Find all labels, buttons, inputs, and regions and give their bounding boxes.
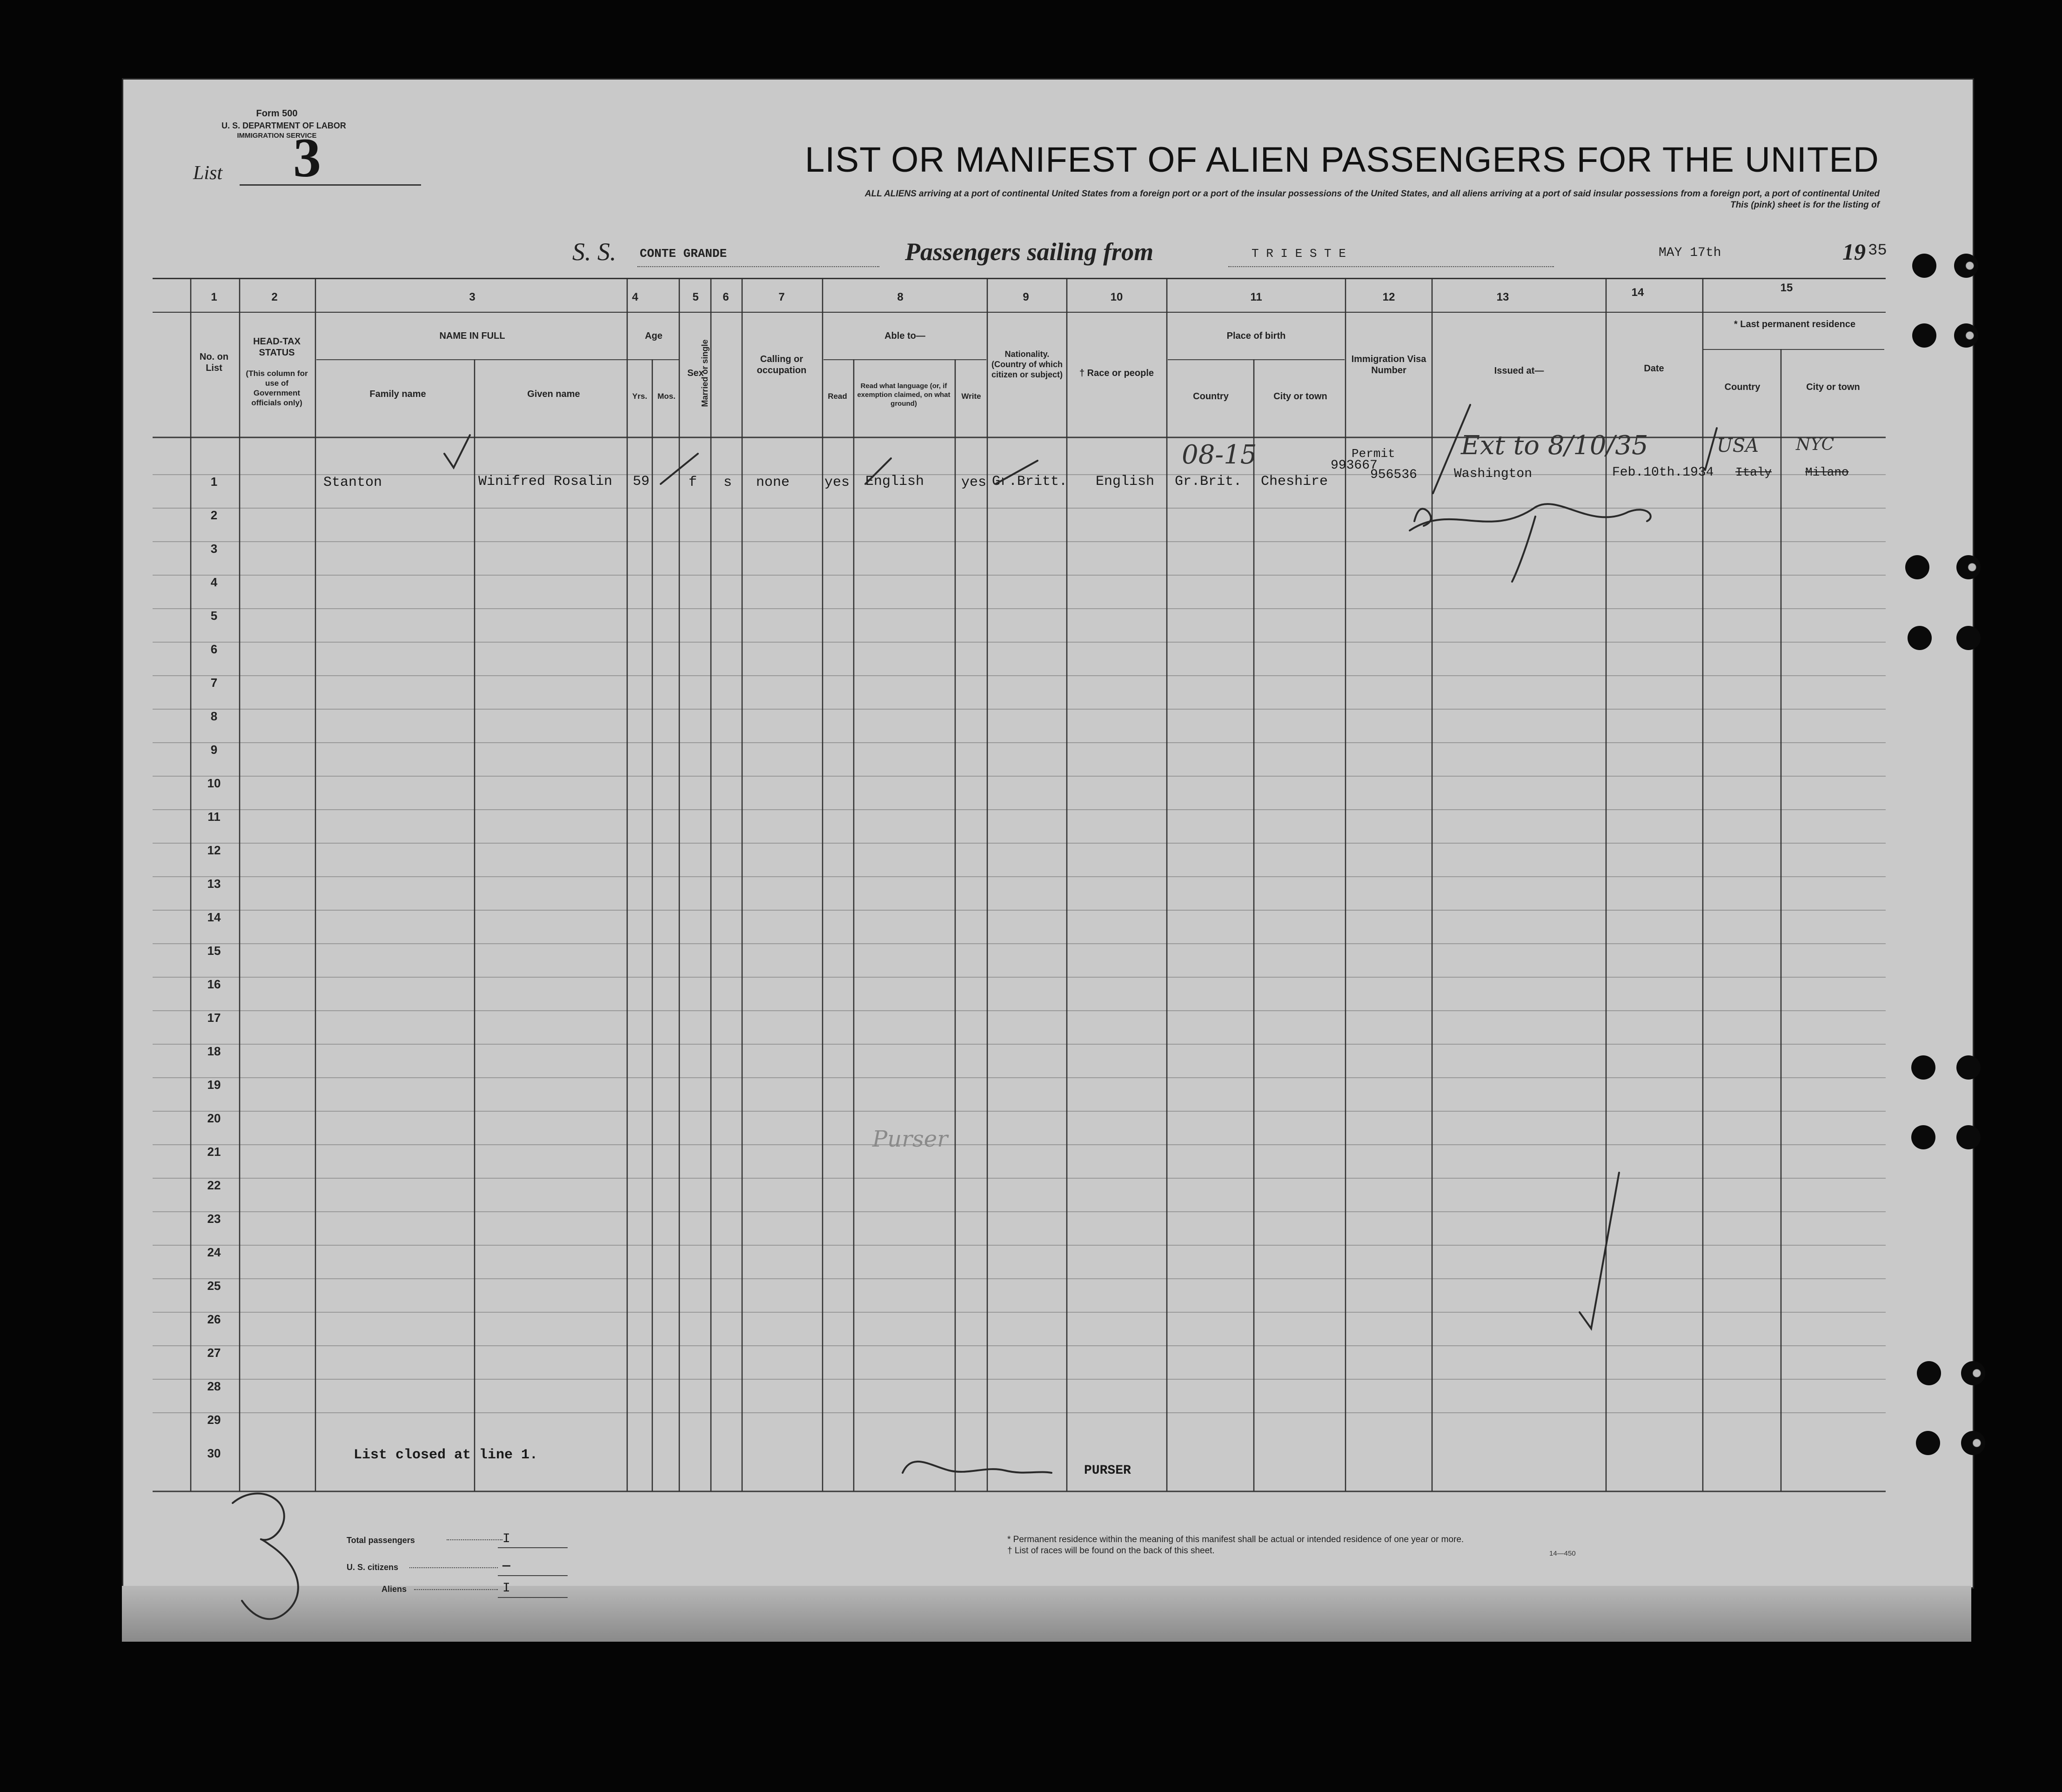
col-lr-city: City or town (1806, 382, 1860, 392)
entry-birth-country: Gr.Brit. (1175, 474, 1242, 490)
row-number: 26 (207, 1312, 221, 1326)
row-number: 1 (210, 475, 218, 489)
ship-name: CONTE GRANDE (640, 247, 727, 261)
lr-city-annotation: NYC (1796, 435, 1834, 454)
entry-visa-label: Permit (1352, 447, 1395, 461)
row-number: 29 (207, 1413, 221, 1427)
row-number: 4 (210, 575, 218, 589)
col-lr-country: Country (1724, 382, 1761, 392)
list-closed-note: List closed at line 1. (354, 1447, 538, 1463)
colnum-4: 4 (632, 291, 638, 303)
page-title: LIST OR MANIFEST OF ALIEN PASSENGERS FOR THE UNITED (805, 140, 1879, 180)
col-married: Married or single (700, 339, 710, 407)
punch-hole (1917, 1361, 1941, 1385)
col-birth-country: Country (1193, 391, 1229, 402)
col-name-in-full: NAME IN FULL (439, 331, 505, 341)
entry-race: English (1096, 474, 1155, 490)
colnum-15: 15 (1780, 282, 1793, 294)
form-number: Form 500 (256, 108, 298, 119)
row-number: 19 (207, 1078, 221, 1092)
row-number: 25 (207, 1279, 221, 1293)
service: IMMIGRATION SERVICE (237, 132, 317, 140)
entry-lr-country: Italy (1735, 465, 1772, 479)
entry-family-name: Stanton (323, 475, 382, 490)
row-number: 23 (207, 1212, 221, 1226)
footnote-residence: * Permanent residence within the meaning of this manifest shall be actual or intended residence of one year or more. (1007, 1535, 1464, 1544)
row-number: 28 (207, 1379, 221, 1393)
col-able-to: Able to— (884, 331, 925, 341)
entry-birth-city: Cheshire (1261, 474, 1328, 490)
col-given-name: Given name (527, 389, 580, 399)
punch-hole (1961, 1361, 1985, 1385)
row-number: 13 (207, 877, 221, 891)
us-citizens-label: U. S. citizens (347, 1563, 399, 1572)
aliens-rule (498, 1597, 568, 1598)
col-mos: Mos. (657, 392, 676, 401)
nationality-slash (996, 461, 1038, 484)
entry-issued-at: Washington (1454, 467, 1533, 481)
issued-annotation: Ext to 8/10/35 (1461, 430, 1648, 461)
entry-read: yes (824, 475, 850, 490)
colnum-13: 13 (1496, 291, 1509, 303)
row-number: 15 (207, 944, 221, 958)
department: U. S. DEPARTMENT OF LABOR (221, 121, 346, 130)
entry-lr-city: Milano (1805, 465, 1849, 479)
col-read: Read (828, 392, 847, 401)
colnum-12: 12 (1382, 291, 1395, 303)
punch-hole (1911, 1125, 1935, 1149)
citizens-dots (409, 1567, 498, 1568)
row-number: 12 (207, 843, 221, 857)
row-number: 6 (210, 642, 218, 656)
punch-hole (1956, 1055, 1981, 1080)
footnote-races: † List of races will be found on the back of this sheet. (1007, 1546, 1215, 1556)
row-number: 16 (207, 977, 221, 991)
row-number: 3 (210, 542, 218, 556)
total-dots (447, 1539, 502, 1540)
entry-write: yes (961, 475, 987, 490)
row-number: 14 (207, 910, 221, 924)
row-number: 27 (207, 1346, 221, 1360)
row-number: 21 (207, 1145, 221, 1159)
sailing-label: Passengers sailing from (905, 238, 1154, 266)
large-checkmark (1580, 1173, 1619, 1329)
list-number: 3 (293, 127, 321, 188)
col-last-residence: * Last permanent residence (1734, 319, 1856, 329)
colnum-3: 3 (469, 291, 475, 303)
row-number: 7 (210, 676, 218, 690)
col-calling: Calling or occupation (757, 354, 807, 376)
colnum-8: 8 (897, 291, 904, 303)
row-number: 9 (210, 743, 218, 757)
col-date: Date (1644, 363, 1664, 374)
punch-hole (1912, 323, 1936, 348)
visa-slash (1433, 405, 1470, 493)
entry-given-name: Winifred Rosalin (478, 474, 613, 490)
colnum-14: 14 (1631, 286, 1644, 299)
total-rule (498, 1547, 568, 1548)
colnum-6: 6 (723, 291, 729, 303)
colnum-9: 9 (1023, 291, 1029, 303)
row-number: 30 (207, 1446, 221, 1460)
total-passengers-value: I (502, 1532, 510, 1546)
col-head-tax: HEAD-TAX STATUS (253, 336, 301, 358)
colnum-11: 11 (1250, 291, 1262, 303)
year-suffix: 35 (1868, 242, 1887, 260)
col-write: Write (961, 392, 981, 401)
lr-country-annotation: USA (1717, 435, 1759, 456)
language-slash (865, 458, 891, 484)
age-slash (661, 454, 698, 484)
colnum-2: 2 (271, 291, 278, 303)
entry-visa-number: 993667 (1331, 458, 1378, 473)
col-no-on-list: No. on List (199, 352, 229, 373)
lr-slash (1705, 428, 1717, 470)
row-number: 8 (210, 709, 218, 723)
punch-hole (1905, 555, 1929, 579)
row-number: 22 (207, 1178, 221, 1192)
col-nationality: Nationality. (Country of which citizen or subject) (991, 349, 1063, 379)
punch-hole (1911, 1055, 1935, 1080)
list-label: List (193, 162, 223, 184)
entry-age-yrs: 59 (633, 474, 650, 490)
departure-port: T R I E S T E (1252, 247, 1346, 261)
col-race: † Race or people (1079, 368, 1154, 378)
col-birth-city: City or town (1273, 391, 1327, 402)
punch-hole (1916, 1431, 1940, 1455)
row-number: 5 (210, 609, 218, 623)
entry-occupation: none (756, 475, 790, 490)
punch-hole (1912, 254, 1936, 278)
punch-hole (1954, 323, 1978, 348)
col-family-name: Family name (369, 389, 426, 399)
margin-scribble (233, 1494, 298, 1619)
year-prefix: 19 (1842, 239, 1866, 265)
row-number: 11 (208, 810, 221, 824)
row-number: 17 (207, 1011, 221, 1025)
col-place-of-birth: Place of birth (1226, 331, 1286, 341)
birth-annotation: 08-15 (1182, 440, 1257, 470)
col-age: Age (645, 331, 663, 341)
row-number: 20 (207, 1111, 221, 1125)
citizens-rule (498, 1575, 568, 1576)
aliens-dots (414, 1589, 498, 1590)
punch-hole (1956, 555, 1981, 579)
entry-sex: f (689, 475, 697, 490)
punch-hole (1954, 254, 1978, 278)
entry-visa-number-2: 956536 (1370, 468, 1417, 482)
purser-pencil-note: Purser (872, 1126, 948, 1152)
colnum-5: 5 (692, 291, 699, 303)
row-number: 18 (207, 1044, 221, 1058)
col-yrs: Yrs. (632, 392, 648, 401)
colnum-1: 1 (211, 291, 217, 303)
row-number: 24 (207, 1245, 221, 1259)
punch-hole (1961, 1431, 1985, 1455)
purser-signature (903, 1462, 1051, 1473)
page-subtitle: ALL ALIENS arriving at a port of continental United States from a foreign port or a port of the insular possessions of the United States, and all aliens arriving at a port of said insular possessions from a foreign port, a port of continental United (864, 189, 1880, 199)
purser-label: PURSER (1084, 1463, 1131, 1478)
page-subtitle-2: This (pink) sheet is for the listing of (1730, 200, 1880, 210)
col-sex: Sex (687, 368, 704, 378)
col-head-tax-note: (This column for use of Government officials only) (246, 369, 308, 407)
total-passengers-label: Total passengers (347, 1536, 415, 1545)
sailing-date: MAY 17th (1659, 246, 1721, 260)
signature-tail (1512, 517, 1535, 582)
col-visa: Immigration Visa Number (1351, 354, 1426, 376)
punch-hole (1956, 626, 1981, 650)
punch-hole (1956, 1125, 1981, 1149)
col-read-language: Read what language (or, if exemption claimed, on what ground) (857, 382, 951, 408)
entry-language: English (865, 474, 924, 490)
entry-nationality: Gr.Britt. (992, 474, 1068, 490)
entry-marital: s (723, 475, 732, 490)
row-number: 2 (210, 508, 218, 522)
ss-label: S. S. (572, 238, 616, 266)
colnum-7: 7 (778, 291, 785, 303)
aliens-label: Aliens (382, 1584, 407, 1594)
form-code: 14—450 (1549, 1550, 1576, 1557)
colnum-10: 10 (1110, 291, 1123, 303)
punch-hole (1908, 626, 1932, 650)
aliens-value: I (502, 1581, 510, 1596)
row-number: 10 (207, 776, 221, 790)
checkmark-name (444, 435, 470, 468)
us-citizens-value: — (502, 1559, 510, 1573)
entry-date: Feb.10th.1934 (1612, 465, 1714, 480)
signature-scrawl (1410, 504, 1651, 530)
col-issued-at: Issued at— (1494, 366, 1544, 376)
